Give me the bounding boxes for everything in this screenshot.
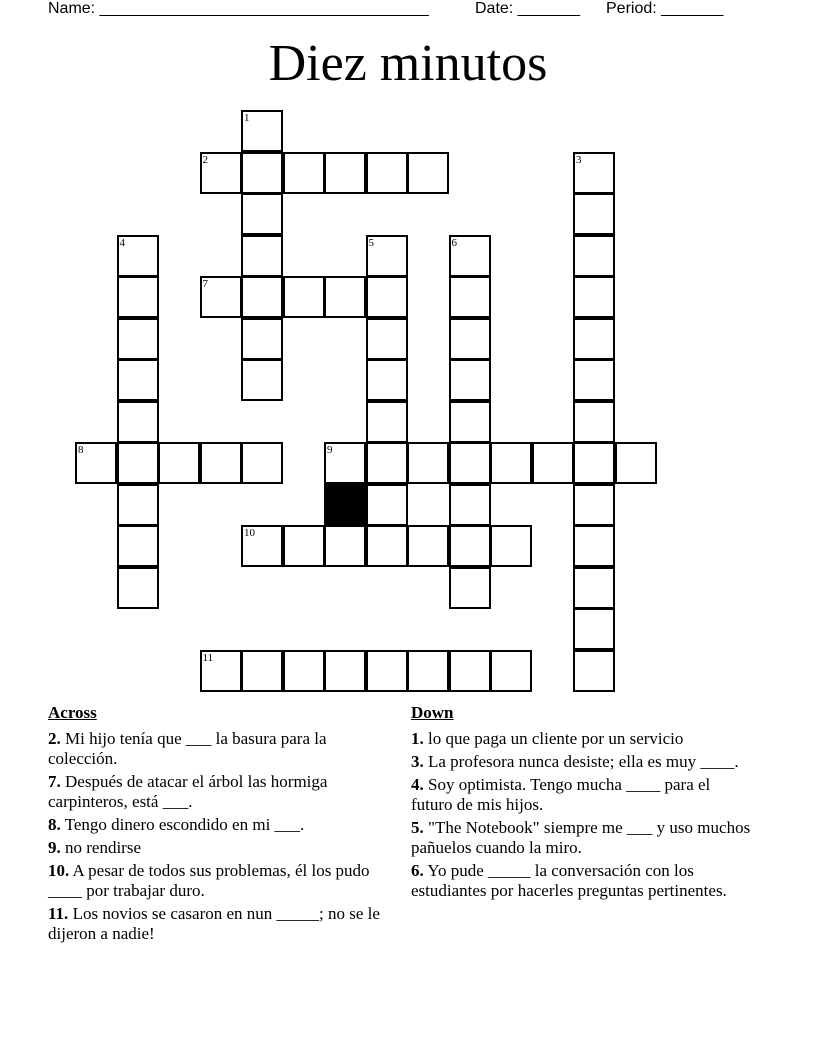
grid-cell[interactable] bbox=[283, 276, 325, 318]
grid-cell[interactable] bbox=[366, 276, 408, 318]
clue-number: 2 bbox=[202, 153, 208, 166]
grid-cell[interactable] bbox=[573, 484, 615, 526]
grid-cell[interactable] bbox=[241, 650, 283, 692]
grid-cell[interactable] bbox=[449, 359, 491, 401]
grid-cell[interactable] bbox=[117, 359, 159, 401]
clue-number: 3 bbox=[576, 153, 582, 166]
grid-cell[interactable] bbox=[407, 650, 449, 692]
grid-cell[interactable] bbox=[366, 484, 408, 526]
grid-cell[interactable] bbox=[283, 650, 325, 692]
clue-number: 4 bbox=[119, 236, 125, 249]
grid-cell[interactable] bbox=[241, 110, 283, 152]
grid-cell[interactable] bbox=[573, 567, 615, 609]
down-clue-list bbox=[411, 729, 756, 901]
grid-cell[interactable] bbox=[407, 442, 449, 484]
clue-number: 9 bbox=[327, 444, 333, 456]
grid-cell[interactable] bbox=[366, 442, 408, 484]
grid-cell[interactable] bbox=[407, 525, 449, 567]
grid-cell[interactable] bbox=[573, 608, 615, 650]
across-clue-11: 11. Los novios se casaron en nun _____; no se le dijeron a nadie! bbox=[48, 904, 380, 943]
grid-cell[interactable] bbox=[324, 650, 366, 692]
grid-cell[interactable] bbox=[241, 193, 283, 235]
grid-cell[interactable] bbox=[449, 401, 491, 443]
grid-cell[interactable] bbox=[449, 318, 491, 360]
down-clue-4: 4. Soy optimista. Tengo mucha ____ para el futuro de mis hijos. bbox=[411, 775, 711, 814]
grid-cell[interactable] bbox=[117, 318, 159, 360]
down-clue-1: 1. lo que paga un cliente por un servicio bbox=[411, 729, 684, 748]
grid-cell[interactable] bbox=[241, 276, 283, 318]
grid-cell[interactable] bbox=[283, 152, 325, 194]
grid-cell[interactable] bbox=[490, 442, 532, 484]
down-clue-5: 5. "The Notebook" siempre me ___ y uso muchos pañuelos cuando la miro. bbox=[411, 818, 751, 857]
grid-cell[interactable] bbox=[241, 235, 283, 277]
grid-cell[interactable] bbox=[573, 442, 615, 484]
grid-cell[interactable] bbox=[241, 525, 283, 567]
grid-cell[interactable] bbox=[241, 152, 283, 194]
grid-cell[interactable] bbox=[573, 525, 615, 567]
down-heading: Down bbox=[411, 703, 454, 722]
grid-cell[interactable] bbox=[366, 525, 408, 567]
across-clues bbox=[48, 703, 393, 947]
grid-cell[interactable] bbox=[490, 525, 532, 567]
grid-cell[interactable] bbox=[117, 235, 159, 277]
across-clue-list bbox=[48, 729, 393, 944]
grid-cell[interactable] bbox=[324, 276, 366, 318]
grid-cell[interactable] bbox=[573, 152, 615, 194]
clue-number: 10 bbox=[244, 527, 255, 539]
clue-number: 6 bbox=[451, 236, 457, 249]
grid-cell[interactable] bbox=[75, 442, 117, 484]
down-clues bbox=[411, 703, 756, 904]
grid-cell[interactable] bbox=[532, 442, 574, 484]
grid-cell[interactable] bbox=[241, 318, 283, 360]
grid-cell[interactable] bbox=[117, 567, 159, 609]
grid-cell[interactable] bbox=[573, 401, 615, 443]
period-field[interactable]: Period: _______ bbox=[606, 0, 724, 17]
grid-cell[interactable] bbox=[366, 235, 408, 277]
clue-number: 7 bbox=[202, 278, 208, 290]
across-heading: Across bbox=[48, 703, 97, 722]
grid-cell[interactable] bbox=[366, 359, 408, 401]
grid-cell[interactable] bbox=[407, 152, 449, 194]
grid-cell[interactable] bbox=[241, 442, 283, 484]
name-field[interactable]: Name: _____________________________________ bbox=[48, 0, 429, 17]
across-clue-9: 9. no rendirse bbox=[48, 838, 142, 857]
grid-cell[interactable] bbox=[573, 318, 615, 360]
grid-cell[interactable] bbox=[449, 235, 491, 277]
grid-cell[interactable] bbox=[200, 152, 242, 194]
grid-cell[interactable] bbox=[573, 235, 615, 277]
grid-cell[interactable] bbox=[117, 401, 159, 443]
grid-cell[interactable] bbox=[366, 650, 408, 692]
grid-cell[interactable] bbox=[117, 442, 159, 484]
across-clue-7: 7. Después de atacar el árbol las hormiga carpinteros, está ___. bbox=[48, 772, 328, 811]
down-clue-3: 3. La profesora nunca desiste; ella es muy ____. bbox=[411, 752, 739, 771]
clue-number: 8 bbox=[78, 444, 84, 456]
grid-cell[interactable] bbox=[241, 359, 283, 401]
clue-number: 11 bbox=[202, 651, 214, 664]
grid-cell[interactable] bbox=[200, 276, 242, 318]
date-field[interactable]: Date: _______ bbox=[475, 0, 580, 17]
grid-cell[interactable] bbox=[573, 193, 615, 235]
grid-cell[interactable] bbox=[117, 276, 159, 318]
grid-cell[interactable] bbox=[117, 484, 159, 526]
grid-cell[interactable] bbox=[366, 401, 408, 443]
puzzle-title: Diez minutos bbox=[268, 35, 548, 92]
grid-cell[interactable] bbox=[573, 650, 615, 692]
grid-cell[interactable] bbox=[324, 525, 366, 567]
clue-number: 5 bbox=[368, 236, 374, 249]
across-clue-10: 10. A pesar de todos sus problemas, él los pudo ____ por trabajar duro. bbox=[48, 861, 370, 900]
grid-cell[interactable] bbox=[324, 442, 366, 484]
grid-cell[interactable] bbox=[200, 442, 242, 484]
grid-cell[interactable] bbox=[449, 276, 491, 318]
down-clue-6: 6. Yo pude _____ la conversación con los estudiantes por hacerles preguntas pertinentes. bbox=[411, 861, 727, 900]
grid-cell[interactable] bbox=[324, 152, 366, 194]
grid-cell[interactable] bbox=[449, 567, 491, 609]
block-cell bbox=[324, 484, 366, 526]
grid-cell[interactable] bbox=[490, 650, 532, 692]
across-clue-8: 8. Tengo dinero escondido en mi ___. bbox=[48, 815, 305, 834]
grid-cell[interactable] bbox=[283, 525, 325, 567]
clue-number: 1 bbox=[244, 112, 250, 124]
grid-cell[interactable] bbox=[449, 442, 491, 484]
grid-cell[interactable] bbox=[366, 318, 408, 360]
grid-cell[interactable] bbox=[449, 650, 491, 692]
grid-cell[interactable] bbox=[449, 525, 491, 567]
grid-cell[interactable] bbox=[573, 276, 615, 318]
grid-cell[interactable] bbox=[449, 484, 491, 526]
across-clue-2: 2. Mi hijo tenía que ___ la basura para la colección. bbox=[48, 729, 327, 768]
grid-cell[interactable] bbox=[117, 525, 159, 567]
grid-cell[interactable] bbox=[158, 442, 200, 484]
grid-cell[interactable] bbox=[200, 650, 242, 692]
grid-cell[interactable] bbox=[366, 152, 408, 194]
grid-cell[interactable] bbox=[573, 359, 615, 401]
grid-cell[interactable] bbox=[615, 442, 657, 484]
